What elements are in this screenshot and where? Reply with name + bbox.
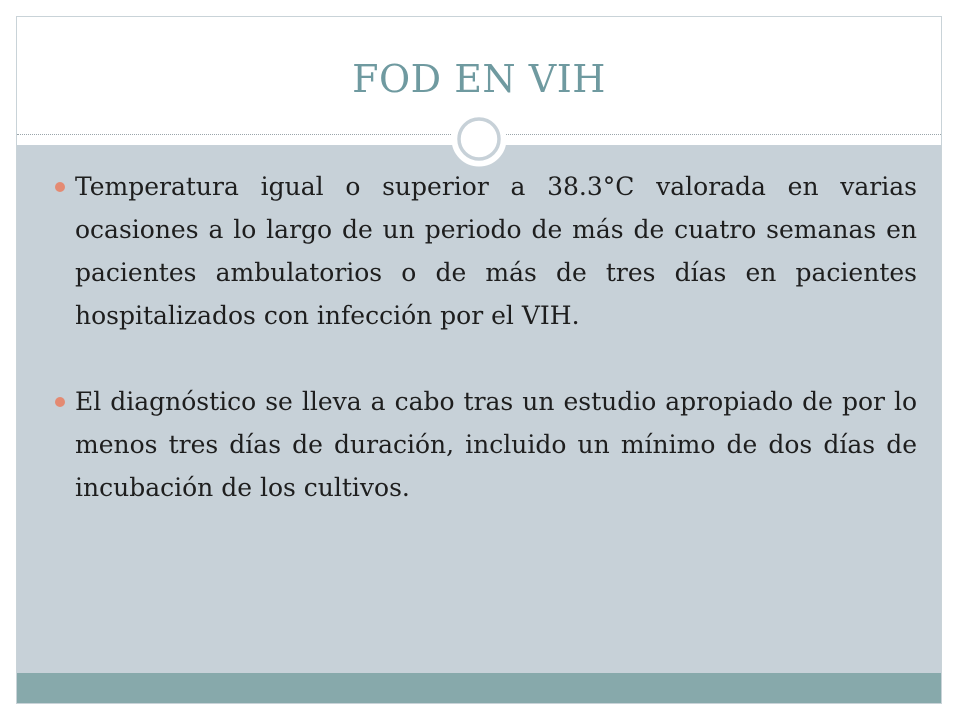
bullet-list bbox=[55, 165, 917, 552]
bullet-item-fever-definition bbox=[55, 165, 917, 337]
bullet-text: Temperatura igual o superior a 38.3°C valorada en varias ocasiones a lo largo de un periodo de más de cuatro semanas en pacientes ambulatorios o de más de tres días en pacientes hospitalizados con infección por el VIH. bbox=[75, 172, 917, 330]
circle-ring-icon bbox=[450, 110, 508, 168]
slide bbox=[16, 16, 942, 704]
bullet-item-diagnosis bbox=[55, 380, 917, 509]
footer-band bbox=[17, 673, 941, 704]
slide-title: FOD EN VIH bbox=[352, 57, 606, 101]
bullet-dot-icon bbox=[55, 397, 65, 407]
bullet-dot-icon bbox=[55, 182, 65, 192]
bullet-text: El diagnóstico se lleva a cabo tras un estudio apropiado de por lo menos tres días de duración, incluido un mínimo de dos días de incubación de los cultivos. bbox=[75, 387, 917, 502]
